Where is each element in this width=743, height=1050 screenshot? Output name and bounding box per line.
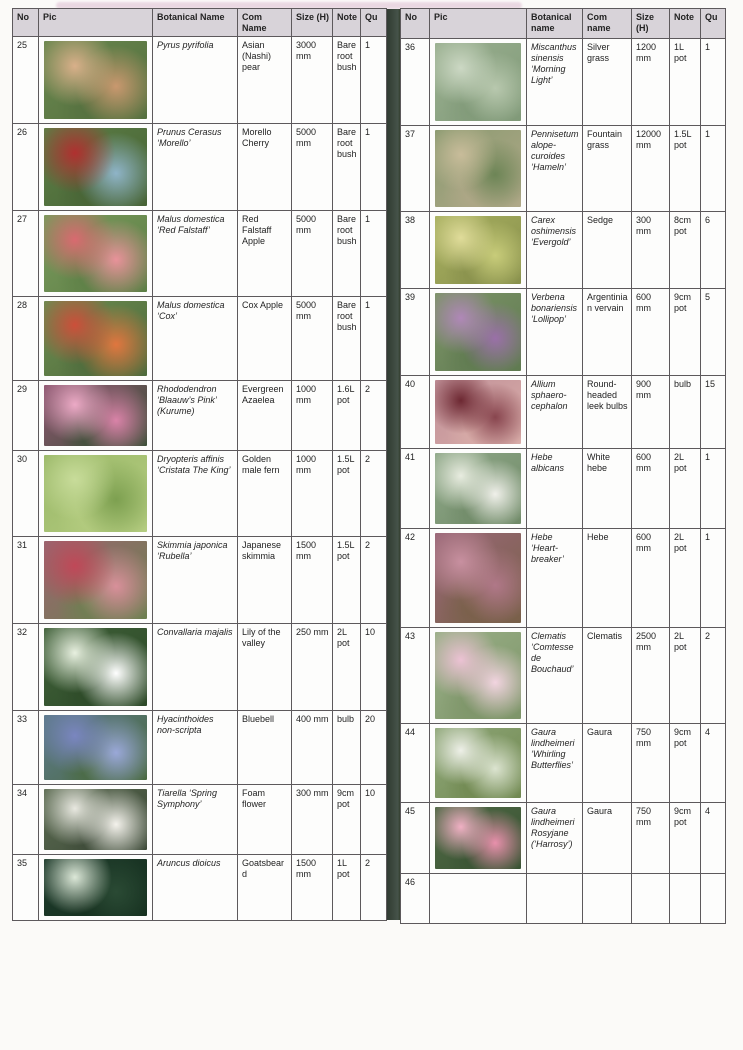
cell-qu: 1 bbox=[361, 123, 387, 210]
cell-size: 600 mm bbox=[632, 289, 670, 376]
table-row bbox=[13, 536, 387, 623]
cell-botanical: Gaura lindheimeri ‘Whirling Butterflies’ bbox=[527, 724, 583, 803]
cell-botanical: Miscanthus sinensis ‘Morning Light’ bbox=[527, 39, 583, 126]
cell-note: 1L pot bbox=[670, 39, 701, 126]
cell-common: Fountain grass bbox=[583, 126, 632, 212]
table-row bbox=[13, 623, 387, 710]
table-row bbox=[13, 854, 387, 920]
table-row bbox=[401, 529, 726, 628]
cell-qu: 2 bbox=[361, 854, 387, 920]
cell-botanical: Dryopteris affinis ‘Cristata The King’ bbox=[153, 450, 238, 536]
cell-pic bbox=[430, 803, 527, 874]
cell-note: 2L pot bbox=[670, 449, 701, 529]
cell-size: 300 mm bbox=[292, 784, 333, 854]
cell-common: Gaura bbox=[583, 803, 632, 874]
table-row bbox=[13, 710, 387, 784]
cell-size: 12000 mm bbox=[632, 126, 670, 212]
cell-common: Morello Cherry bbox=[238, 123, 292, 210]
header-pic: Pic bbox=[39, 9, 153, 37]
cell-qu: 6 bbox=[701, 212, 726, 289]
cell-qu: 1 bbox=[361, 296, 387, 380]
cell-qu: 20 bbox=[361, 710, 387, 784]
cell-qu: 10 bbox=[361, 623, 387, 710]
cell-botanical: Pennisetum alope-curoides ‘Hameln’ bbox=[527, 126, 583, 212]
cell-size: 1200 mm bbox=[632, 39, 670, 126]
cell-note: 1.5L pot bbox=[670, 126, 701, 212]
cell-note: bulb bbox=[670, 376, 701, 449]
clematis-photo bbox=[435, 632, 521, 719]
cell-no: 31 bbox=[13, 536, 39, 623]
header-size: Size (H) bbox=[632, 9, 670, 39]
cell-no: 34 bbox=[13, 784, 39, 854]
allium-photo bbox=[435, 380, 521, 444]
cell-no: 27 bbox=[13, 210, 39, 296]
header-row bbox=[401, 9, 726, 39]
cell-no: 32 bbox=[13, 623, 39, 710]
table-row bbox=[13, 36, 387, 123]
table-row bbox=[13, 450, 387, 536]
cell-size bbox=[632, 874, 670, 924]
sedge-photo bbox=[435, 216, 521, 284]
cell-no: 30 bbox=[13, 450, 39, 536]
cell-botanical bbox=[527, 874, 583, 924]
cell-no: 28 bbox=[13, 296, 39, 380]
cell-note: 1L pot bbox=[333, 854, 361, 920]
cell-no: 42 bbox=[401, 529, 430, 628]
cell-botanical: Pyrus pyrifolia bbox=[153, 36, 238, 123]
asian-pear-photo bbox=[44, 41, 147, 119]
cell-pic bbox=[39, 36, 153, 123]
cell-note: 1.5L pot bbox=[333, 536, 361, 623]
cell-pic bbox=[39, 123, 153, 210]
cell-note: 2L pot bbox=[670, 628, 701, 724]
header-com-name: Com Name bbox=[238, 9, 292, 37]
cell-no: 37 bbox=[401, 126, 430, 212]
cell-note: 2L pot bbox=[333, 623, 361, 710]
table-row bbox=[401, 874, 726, 924]
cell-note: Bare root bush bbox=[333, 210, 361, 296]
cell-no: 46 bbox=[401, 874, 430, 924]
cell-botanical: Hebe albicans bbox=[527, 449, 583, 529]
cell-size: 600 mm bbox=[632, 529, 670, 628]
cell-botanical: Tiarella ‘Spring Symphony’ bbox=[153, 784, 238, 854]
cell-qu: 10 bbox=[361, 784, 387, 854]
cell-botanical: Clematis ‘Comtesse de Bouchaud’ bbox=[527, 628, 583, 724]
header-row bbox=[13, 9, 387, 37]
cell-pic bbox=[430, 376, 527, 449]
cell-no: 29 bbox=[13, 380, 39, 450]
cell-qu: 1 bbox=[701, 126, 726, 212]
cell-qu: 4 bbox=[701, 724, 726, 803]
cox-apple-photo bbox=[44, 301, 147, 376]
cell-pic bbox=[430, 39, 527, 126]
cell-pic bbox=[430, 449, 527, 529]
cell-size: 900 mm bbox=[632, 376, 670, 449]
cell-no: 45 bbox=[401, 803, 430, 874]
cell-pic bbox=[39, 854, 153, 920]
table-row bbox=[13, 380, 387, 450]
cell-pic bbox=[39, 380, 153, 450]
cell-size: 5000 mm bbox=[292, 123, 333, 210]
cell-no: 41 bbox=[401, 449, 430, 529]
plant-table-left-header bbox=[13, 9, 387, 37]
cell-note: bulb bbox=[333, 710, 361, 784]
cell-common: Japanese skimmia bbox=[238, 536, 292, 623]
cell-pic bbox=[39, 536, 153, 623]
cell-size: 5000 mm bbox=[292, 296, 333, 380]
cell-botanical: Allium sphaero-cephalon bbox=[527, 376, 583, 449]
table-row bbox=[13, 296, 387, 380]
cell-botanical: Hyacinthoides non-scripta bbox=[153, 710, 238, 784]
cell-no: 44 bbox=[401, 724, 430, 803]
cell-size: 400 mm bbox=[292, 710, 333, 784]
cell-pic bbox=[430, 529, 527, 628]
table-row bbox=[401, 628, 726, 724]
cell-note: 9cm pot bbox=[670, 724, 701, 803]
cell-common: Round-headed leek bulbs bbox=[583, 376, 632, 449]
header-note: Note bbox=[333, 9, 361, 37]
cell-common: Lily of the valley bbox=[238, 623, 292, 710]
cell-pic bbox=[39, 710, 153, 784]
verbena-photo bbox=[435, 293, 521, 371]
cell-pic bbox=[430, 289, 527, 376]
cell-no: 39 bbox=[401, 289, 430, 376]
cell-common: Sedge bbox=[583, 212, 632, 289]
header-com-name: Com name bbox=[583, 9, 632, 39]
cell-botanical: Carex oshimensis ‘Evergold’ bbox=[527, 212, 583, 289]
gaura-rosyjane-photo bbox=[435, 807, 521, 869]
plant-table-right-header bbox=[401, 9, 726, 39]
cell-qu: 1 bbox=[701, 449, 726, 529]
cell-common: Asian (Nashi) pear bbox=[238, 36, 292, 123]
cell-botanical: Gaura lindheimeri Rosyjane (‘Harrosy’) bbox=[527, 803, 583, 874]
header-qu: Qu bbox=[361, 9, 387, 37]
header-pic: Pic bbox=[430, 9, 527, 39]
cell-no: 40 bbox=[401, 376, 430, 449]
table-row bbox=[401, 212, 726, 289]
cell-no: 36 bbox=[401, 39, 430, 126]
cell-size: 1500 mm bbox=[292, 854, 333, 920]
cell-no: 33 bbox=[13, 710, 39, 784]
table-row bbox=[401, 724, 726, 803]
cell-no: 26 bbox=[13, 123, 39, 210]
cell-common: Golden male fern bbox=[238, 450, 292, 536]
cell-note: 9cm pot bbox=[670, 289, 701, 376]
cell-note: Bare root bush bbox=[333, 36, 361, 123]
golden-male-fern-photo bbox=[44, 455, 147, 532]
cell-no: 35 bbox=[13, 854, 39, 920]
silver-grass-photo bbox=[435, 43, 521, 121]
cell-botanical: Aruncus dioicus bbox=[153, 854, 238, 920]
cell-botanical: Skimmia japonica ‘Rubella’ bbox=[153, 536, 238, 623]
cell-pic bbox=[430, 212, 527, 289]
table-row bbox=[401, 449, 726, 529]
cell-size: 1500 mm bbox=[292, 536, 333, 623]
cell-qu bbox=[701, 874, 726, 924]
cell-note bbox=[670, 874, 701, 924]
cell-size: 250 mm bbox=[292, 623, 333, 710]
skimmia-photo bbox=[44, 541, 147, 619]
table-row bbox=[13, 784, 387, 854]
gaura-whirling-butterflies-photo bbox=[435, 728, 521, 798]
lily-of-the-valley-photo bbox=[44, 628, 147, 706]
table-row bbox=[401, 39, 726, 126]
header-no: No bbox=[13, 9, 39, 37]
cell-size: 3000 mm bbox=[292, 36, 333, 123]
cell-size: 2500 mm bbox=[632, 628, 670, 724]
table-row bbox=[401, 803, 726, 874]
cell-qu: 4 bbox=[701, 803, 726, 874]
cell-common: Red Falstaff Apple bbox=[238, 210, 292, 296]
table-row bbox=[401, 126, 726, 212]
cell-qu: 1 bbox=[361, 210, 387, 296]
header-size: Size (H) bbox=[292, 9, 333, 37]
foam-flower-photo bbox=[44, 789, 147, 850]
cell-common: Foam flower bbox=[238, 784, 292, 854]
header-botanical-name: Botanical Name bbox=[153, 9, 238, 37]
bluebell-photo bbox=[44, 715, 147, 780]
header-botanical-name: Botanical name bbox=[527, 9, 583, 39]
red-falstaff-apple-photo bbox=[44, 215, 147, 292]
cell-common: Hebe bbox=[583, 529, 632, 628]
cell-pic bbox=[39, 784, 153, 854]
cell-botanical: Convallaria majalis bbox=[153, 623, 238, 710]
hebe-heartbreaker-photo bbox=[435, 533, 521, 623]
cell-no: 38 bbox=[401, 212, 430, 289]
cell-common: Cox Apple bbox=[238, 296, 292, 380]
plant-table-left bbox=[12, 8, 387, 921]
cell-common: Argentinian vervain bbox=[583, 289, 632, 376]
cell-pic bbox=[39, 623, 153, 710]
cell-common: Goatsbeard bbox=[238, 854, 292, 920]
cell-size: 750 mm bbox=[632, 803, 670, 874]
cell-qu: 1 bbox=[361, 36, 387, 123]
cell-qu: 2 bbox=[361, 536, 387, 623]
table-row bbox=[13, 123, 387, 210]
cell-pic bbox=[39, 450, 153, 536]
plant-table-right bbox=[400, 8, 726, 924]
cell-no: 25 bbox=[13, 36, 39, 123]
cell-common: Clematis bbox=[583, 628, 632, 724]
cell-qu: 15 bbox=[701, 376, 726, 449]
cell-botanical: Verbena bonariensis ‘Lollipop’ bbox=[527, 289, 583, 376]
cell-qu: 2 bbox=[361, 380, 387, 450]
cell-qu: 5 bbox=[701, 289, 726, 376]
fountain-grass-photo bbox=[435, 130, 521, 207]
cell-note: 9cm pot bbox=[670, 803, 701, 874]
cell-botanical: Hebe ‘Heart-breaker’ bbox=[527, 529, 583, 628]
cell-common: Silver grass bbox=[583, 39, 632, 126]
cell-note: Bare root bush bbox=[333, 123, 361, 210]
cell-common: Bluebell bbox=[238, 710, 292, 784]
cell-size: 1000 mm bbox=[292, 450, 333, 536]
cell-no: 43 bbox=[401, 628, 430, 724]
cell-size: 600 mm bbox=[632, 449, 670, 529]
header-no: No bbox=[401, 9, 430, 39]
morello-cherry-photo bbox=[44, 128, 147, 206]
cell-note: 1.6L pot bbox=[333, 380, 361, 450]
cell-botanical: Prunus Cerasus ‘Morello’ bbox=[153, 123, 238, 210]
cell-qu: 1 bbox=[701, 529, 726, 628]
cell-size: 300 mm bbox=[632, 212, 670, 289]
cell-qu: 2 bbox=[361, 450, 387, 536]
cell-size: 750 mm bbox=[632, 724, 670, 803]
cell-qu: 1 bbox=[701, 39, 726, 126]
cell-note: 9cm pot bbox=[333, 784, 361, 854]
cell-common: Gaura bbox=[583, 724, 632, 803]
cell-size: 5000 mm bbox=[292, 210, 333, 296]
cell-qu: 2 bbox=[701, 628, 726, 724]
cell-common bbox=[583, 874, 632, 924]
cell-note: 2L pot bbox=[670, 529, 701, 628]
cell-pic bbox=[430, 724, 527, 803]
cell-botanical: Malus domestica ‘Cox’ bbox=[153, 296, 238, 380]
header-qu: Qu bbox=[701, 9, 726, 39]
cell-common: White hebe bbox=[583, 449, 632, 529]
cell-note: Bare root bush bbox=[333, 296, 361, 380]
page-divider-strip bbox=[386, 9, 400, 920]
cell-pic bbox=[39, 210, 153, 296]
cell-botanical: Malus domestica ‘Red Falstaff’ bbox=[153, 210, 238, 296]
rhododendron-photo bbox=[44, 385, 147, 446]
table-row bbox=[401, 289, 726, 376]
table-row bbox=[13, 210, 387, 296]
cell-note: 8cm pot bbox=[670, 212, 701, 289]
cell-pic bbox=[430, 874, 527, 924]
goatsbeard-photo bbox=[44, 859, 147, 916]
header-note: Note bbox=[670, 9, 701, 39]
cell-size: 1000 mm bbox=[292, 380, 333, 450]
cell-pic bbox=[430, 628, 527, 724]
cell-common: Evergreen Azaelea bbox=[238, 380, 292, 450]
cell-pic bbox=[430, 126, 527, 212]
cell-botanical: Rhododendron ‘Blaauw’s Pink’ (Kurume) bbox=[153, 380, 238, 450]
cell-note: 1.5L pot bbox=[333, 450, 361, 536]
white-hebe-photo bbox=[435, 453, 521, 524]
table-row bbox=[401, 376, 726, 449]
cell-pic bbox=[39, 296, 153, 380]
